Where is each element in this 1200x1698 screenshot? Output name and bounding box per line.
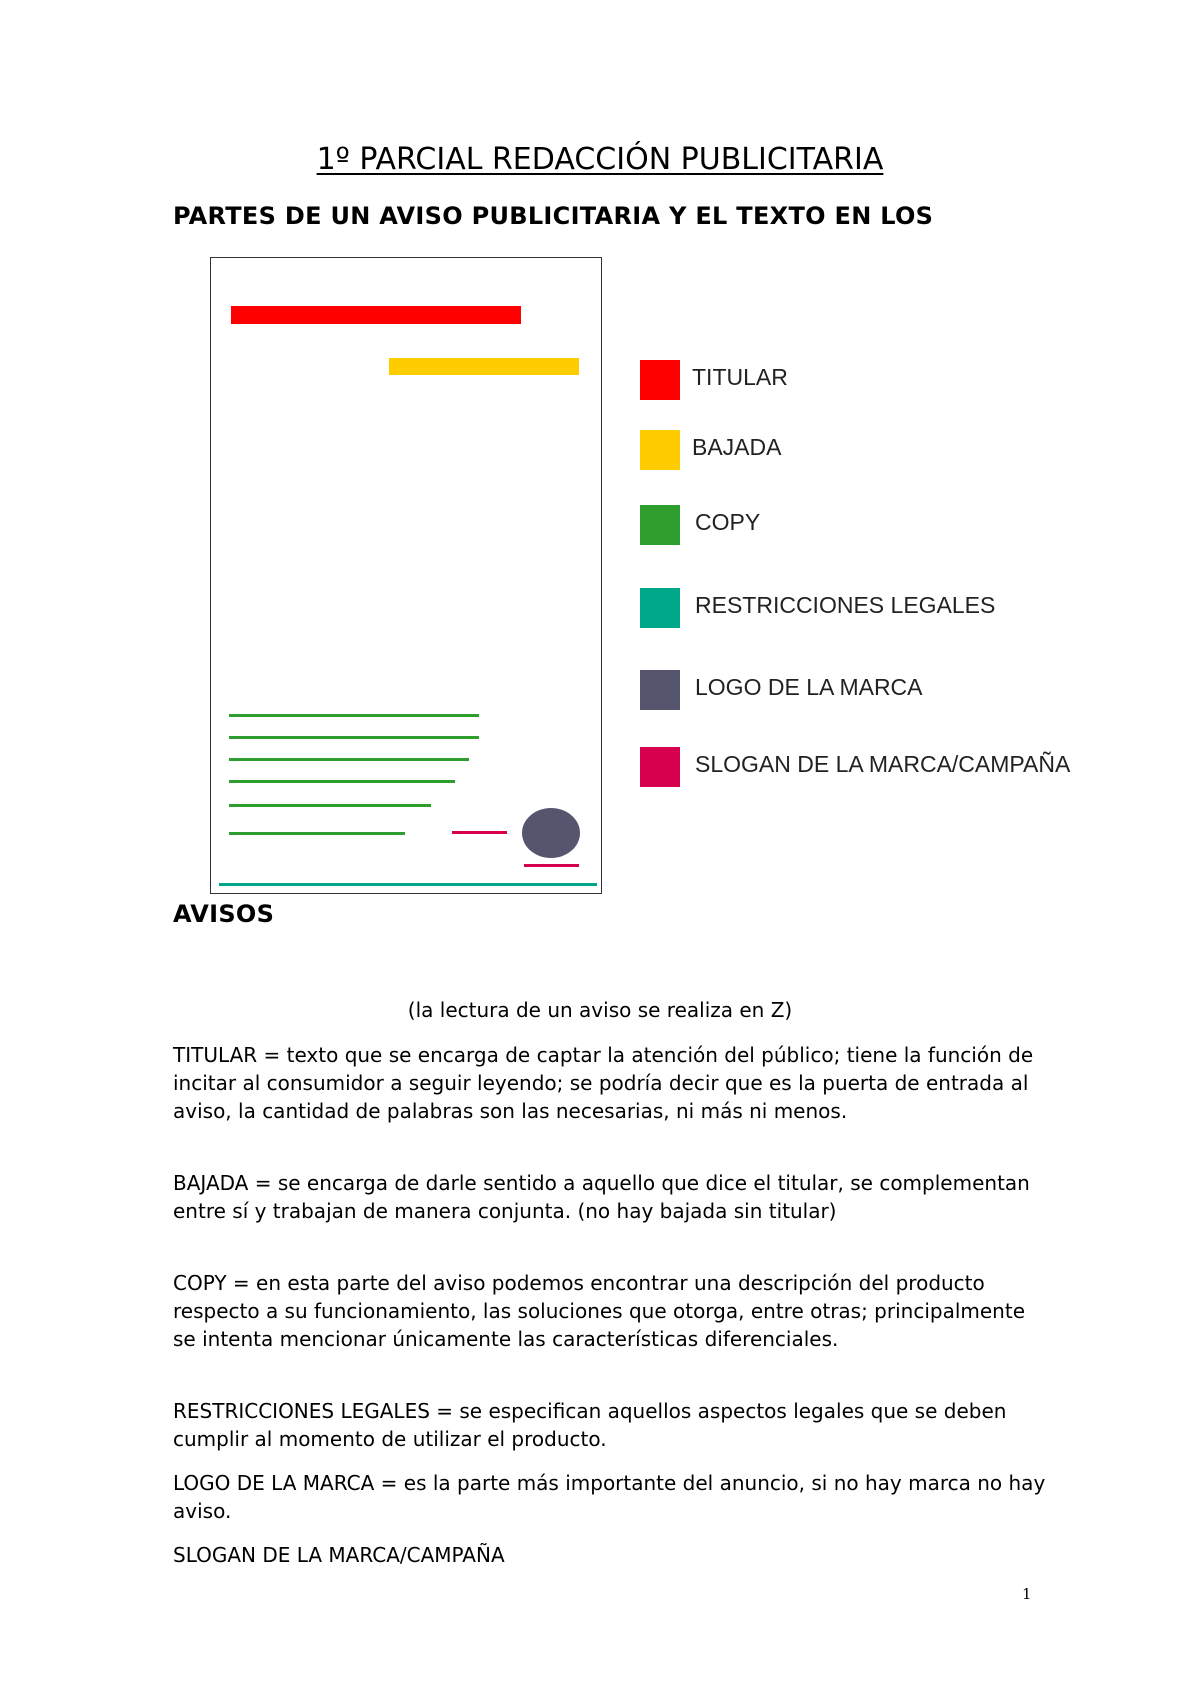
ad-copy-line: [229, 758, 469, 761]
definition-bajada: BAJADA = se encarga de darle sentido a aquello que dice el titular, se complementan entre sí y trabajan de manera conjunta. (no hay bajada sin titular): [173, 1171, 1030, 1223]
legend-swatch-slogan: [640, 747, 680, 787]
ad-slogan-line: [524, 864, 579, 867]
document-title: 1º PARCIAL REDACCIÓN PUBLICITARIA: [316, 142, 884, 177]
ad-copy-line: [229, 832, 405, 835]
ad-slogan-line: [452, 831, 507, 834]
legend-item-bajada: [640, 430, 1140, 470]
legend-swatch-copy: [640, 505, 680, 545]
legend-label-bajada: BAJADA: [692, 434, 782, 460]
ad-copy-line: [229, 736, 479, 739]
ad-legal-line: [219, 883, 597, 886]
legend-swatch-restricciones: [640, 588, 680, 628]
ad-bajada-bar: [389, 358, 579, 375]
definition-logo: LOGO DE LA MARCA = es la parte más importante del anuncio, si no hay marca no hay aviso.: [173, 1471, 1046, 1523]
definition-copy: COPY = en esta parte del aviso podemos encontrar una descripción del producto respecto a su funcionamiento, las soluciones que otorga, entre otras; principalmente se intenta mencionar únicamente las características diferenciales.: [173, 1271, 1026, 1351]
legend-swatch-logo: [640, 670, 680, 710]
ad-copy-line: [229, 780, 455, 783]
legend-item-slogan: [640, 747, 1140, 787]
legend-label-restricciones: RESTRICCIONES LEGALES: [695, 592, 996, 618]
legend-item-logo: [640, 670, 1140, 710]
definition-restricciones: RESTRICCIONES LEGALES = se especifican aquellos aspectos legales que se deben cumplir al momento de utilizar el producto.: [173, 1399, 1007, 1451]
section-heading-line-2: AVISOS: [173, 900, 275, 928]
definition-slogan: SLOGAN DE LA MARCA/CAMPAÑA: [173, 1543, 505, 1567]
legend-swatch-bajada: [640, 430, 680, 470]
ad-logo-circle: [522, 808, 580, 858]
legend-label-slogan: SLOGAN DE LA MARCA/CAMPAÑA: [695, 751, 1071, 777]
legend-label-copy: COPY: [695, 509, 761, 535]
reading-note: (la lectura de un aviso se realiza en Z): [407, 998, 793, 1022]
ad-copy-line: [229, 804, 431, 807]
definition-titular: TITULAR = texto que se encarga de captar la atención del público; tiene la función de incitar al consumidor a seguir leyendo; se podría decir que es la puerta de entrada al aviso, la cantidad de palabras son las necesarias, ni más ni menos.: [173, 1043, 1034, 1123]
ad-copy-line: [229, 714, 479, 717]
legend-item-copy: [640, 505, 1140, 545]
legend-label-titular: TITULAR: [692, 364, 788, 390]
ad-titular-bar: [231, 306, 521, 324]
section-heading-line-1: PARTES DE UN AVISO PUBLICITARIA Y EL TEXTO EN LOS: [173, 202, 934, 230]
legend-item-restricciones: [640, 588, 1140, 628]
legend-label-logo: LOGO DE LA MARCA: [695, 674, 923, 700]
legend-swatch-titular: [640, 360, 680, 400]
ad-diagram: [210, 257, 602, 894]
page-number: 1: [1022, 1585, 1032, 1603]
legend-item-titular: [640, 360, 1140, 400]
